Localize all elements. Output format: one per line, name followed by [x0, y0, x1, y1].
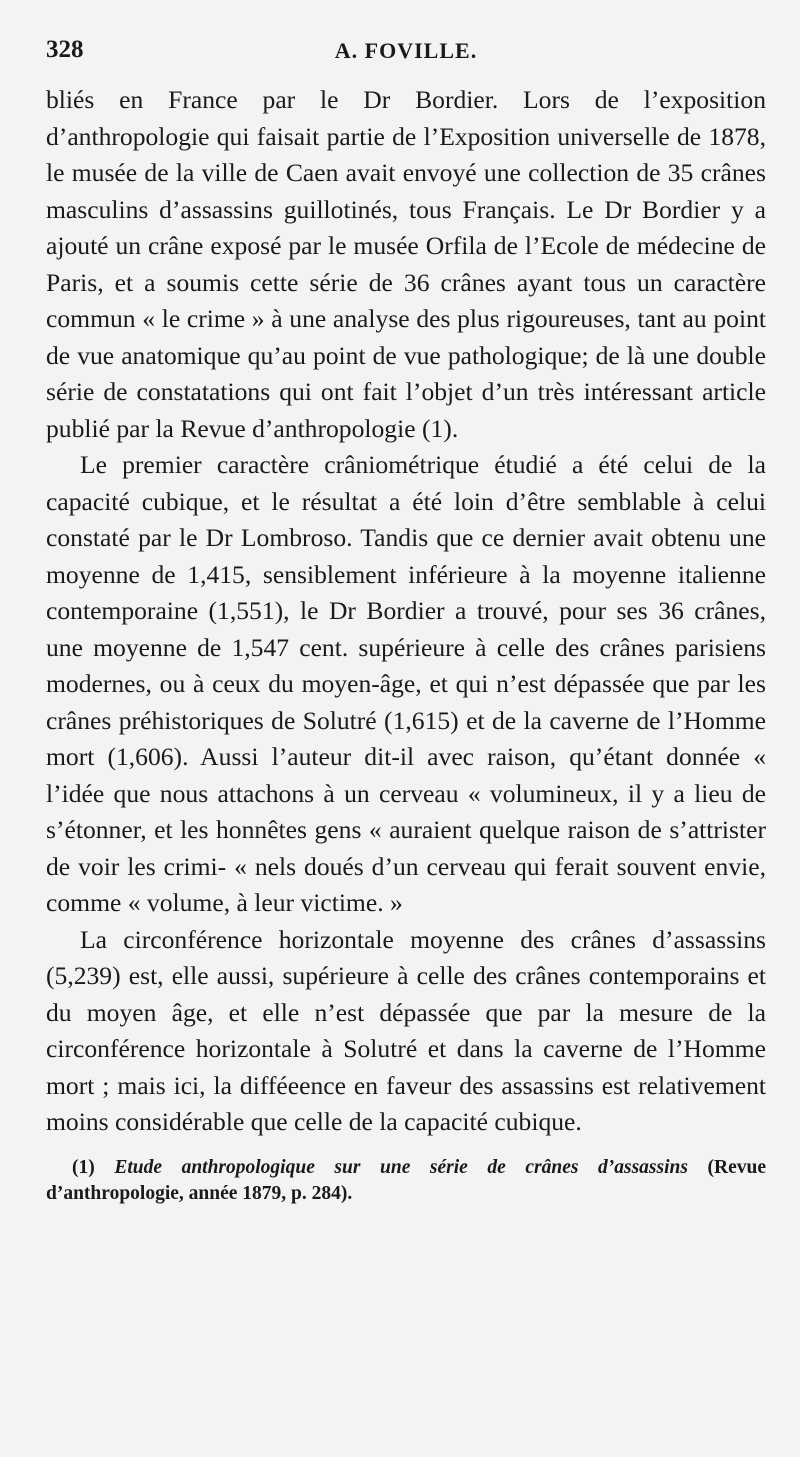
paragraph-cranial-capacity: Le premier caractère crâniométrique étudié a été celui de la capacité cubique, et le résultat a été loin d’être semblable à celui constaté par le Dr Lombroso. Tandis que ce dernier avait obtenu une moyenne de 1,415, sensiblement inférieure à la moyenne italienne contemporaine (1,551), le Dr Bordier a trouvé, pour ses 36 crânes, une moyenne de 1,547 cent. supérieure à celle des crânes parisiens modernes, ou à ceux du moyen-âge, et qui n’est dépassée que par les crânes préhistoriques de Solutré (1,615) et de la caverne de l’Homme mort (1,606). Aussi l’auteur dit-il avec raison, qu’étant donnée « l’idée que nous attachons à un cerveau « volumineux, il y a lieu de s’étonner, et les honnêtes gens « auraient quelque raison de s’attrister de voir les crimi- « nels doués d’un cerveau qui ferait souvent envie, comme « volume, à leur victime. » [46, 450, 766, 917]
running-head: A. FOVILLE. [334, 38, 478, 63]
body-text [46, 82, 766, 1141]
paragraph-continued: bliés en France par le Dr Bordier. Lors de l’exposition d’anthropologie qui faisait partie de l’Exposition universelle de 1878, le musée de la ville de Caen avait envoyé une collection de 35 crânes masculins d’assassins guillotinés, tous Français. Le Dr Bordier y a ajouté un crâne exposé par le musée Orfila de l’Ecole de médecine de Paris, et a soumis cette série de 36 crânes ayant tous un caractère commun « le crime » à une analyse des plus rigoureuses, tant au point de vue anatomique qu’au point de vue pathologique; de là une double série de constatations qui ont fait l’objet d’un très intéressant article publié par la Revue d’anthropologie (1). [46, 85, 766, 443]
footnote [46, 1155, 766, 1207]
paragraph-circumference: La circonférence horizontale moyenne des crânes d’assassins (5,239) est, elle aussi, supérieure à celle des crânes contemporains et du moyen âge, et elle n’est dépassée que par la mesure de la circonférence horizontale à Solutré et dans la caverne de l’Homme mort ; mais ici, la difféeence en faveur des assassins est relativement moins considérable que celle de la capacité cubique. [46, 924, 766, 1136]
page-header [46, 30, 766, 82]
page-number: 328 [46, 36, 84, 63]
footnote-title: Etude anthropologique sur une série de crânes d’assassins [114, 1156, 688, 1178]
footnote-reference: (Revue d’anthropologie, année 1879, p. 284). [46, 1156, 767, 1204]
footnote-marker: (1) [72, 1156, 95, 1178]
